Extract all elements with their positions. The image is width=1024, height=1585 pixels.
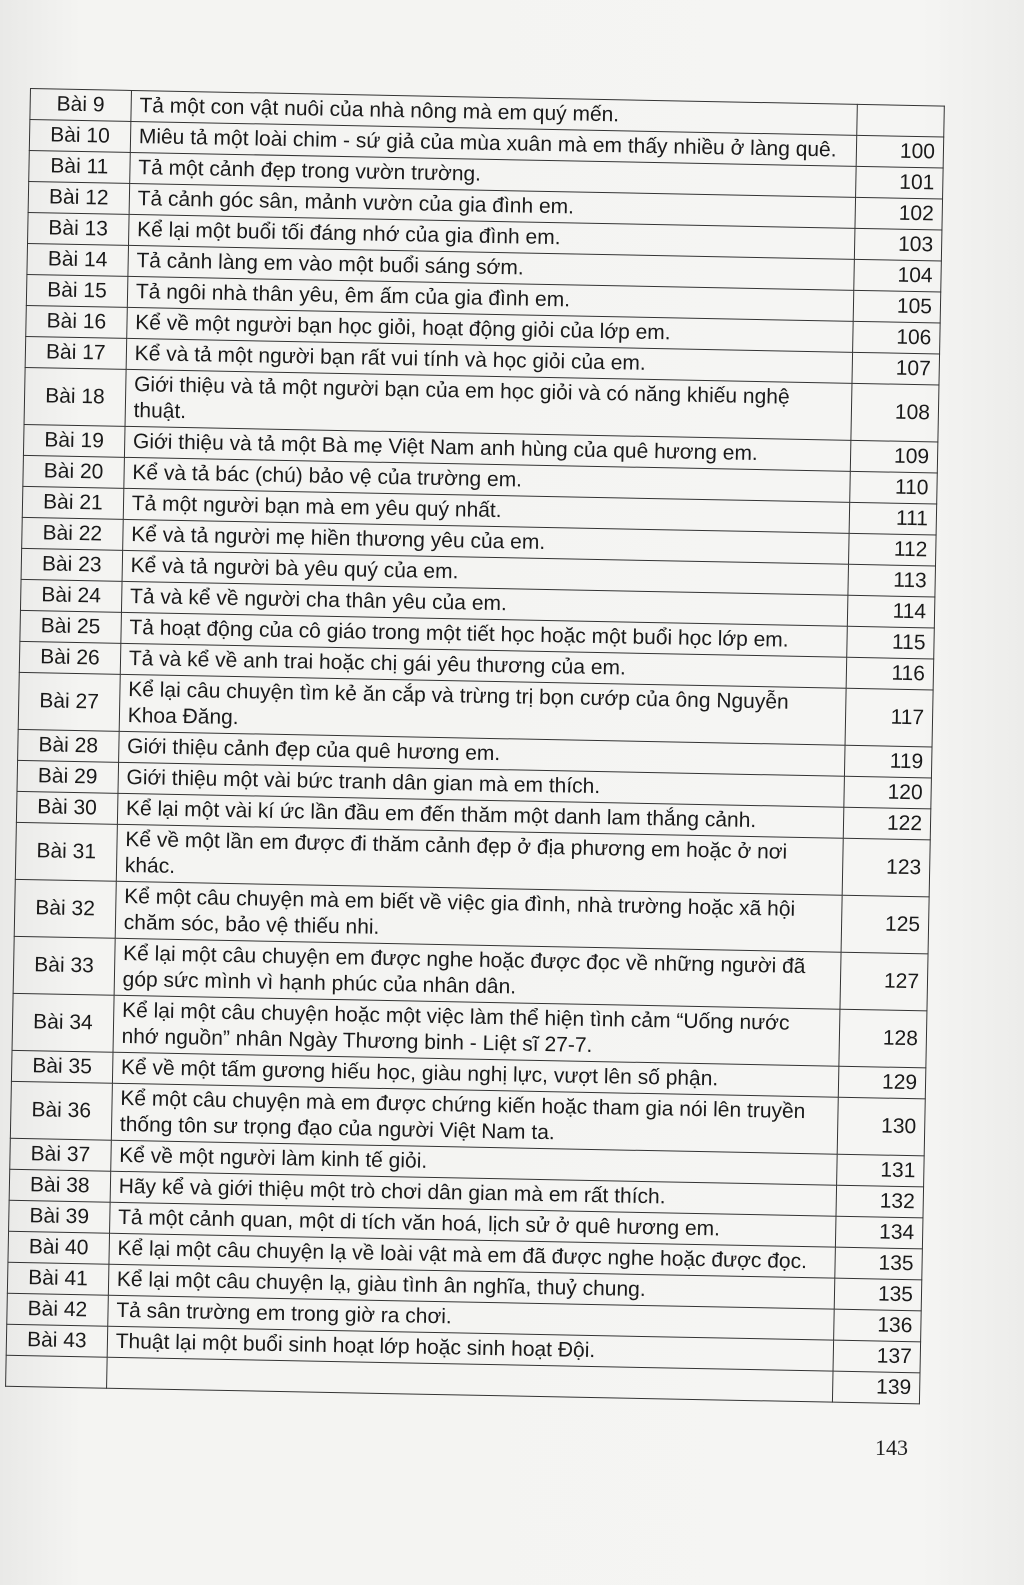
lesson-title: Kể một câu chuyện mà em được chứng kiến hoặc tham gia nói lên truyền thống tôn sư trọng đạo của người Việt Nam ta. <box>111 1083 838 1154</box>
lesson-number: Bài 16 <box>26 305 127 338</box>
lesson-title: Tả ngôi nhà thân yêu, êm ấm của gia đình em. <box>127 276 854 321</box>
lesson-title: Kể lại một câu chuyện hoặc một việc làm thể hiện tình cảm “Uống nước nhớ nguồn” nhân Ngày Thương binh - Liệt sĩ 27-7. <box>113 995 840 1066</box>
lesson-page: 123 <box>842 838 930 897</box>
lesson-title: Miêu tả một loài chim - sứ giả của mùa xuân mà em thấy nhiều ở làng quê. <box>130 121 857 166</box>
lesson-page: 109 <box>850 440 937 473</box>
lesson-title: Tả một người bạn mà em yêu quý nhất. <box>123 488 850 533</box>
lesson-number: Bài 28 <box>18 729 119 762</box>
lesson-title: Tả một cảnh quan, một di tích văn hoá, lịch sử ở quê hương em. <box>109 1202 836 1247</box>
lesson-title: Kể lại một buổi tối đáng nhớ của gia đình em. <box>128 214 855 259</box>
lesson-title: Kể lại một vài kí ức lần đầu em đến thăm một danh lam thắng cảnh. <box>117 793 844 838</box>
lesson-page: 104 <box>854 259 941 292</box>
lesson-title: Kể và tả bác (chú) bảo vệ của trường em. <box>124 457 851 502</box>
lesson-number: Bài 35 <box>11 1050 112 1083</box>
lesson-page: 139 <box>833 1371 920 1404</box>
lesson-title: Kể lại câu chuyện tìm kẻ ăn cắp và trừng trị bọn cướp của ông Nguyễn Khoa Đăng. <box>119 674 846 745</box>
lesson-page: 103 <box>854 228 941 261</box>
lesson-page: 110 <box>850 471 937 504</box>
lesson-number: Bài 38 <box>9 1169 110 1202</box>
lesson-number: Bài 17 <box>25 336 126 369</box>
lesson-title: Tả hoạt động của cô giáo trong một tiết học hoặc một buổi học lớp em. <box>121 612 848 657</box>
lesson-title: Giới thiệu một vài bức tranh dân gian mà em thích. <box>118 762 845 807</box>
lesson-title: Kể về một tấm gương hiếu học, giàu nghị lực, vượt lên số phận. <box>112 1052 839 1097</box>
lesson-number: Bài 14 <box>27 243 128 276</box>
lesson-page: 120 <box>844 776 931 809</box>
lesson-number: Bài 41 <box>7 1262 108 1295</box>
lesson-page: 137 <box>833 1340 920 1373</box>
lesson-page: 135 <box>835 1247 922 1280</box>
lesson-page: 132 <box>836 1185 923 1218</box>
lesson-page: 101 <box>856 166 943 199</box>
lesson-page: 107 <box>852 352 939 385</box>
lesson-page: 113 <box>848 564 935 597</box>
lesson-number: Bài 31 <box>15 822 117 881</box>
lesson-page: 112 <box>849 533 936 566</box>
lesson-page: 136 <box>834 1309 921 1342</box>
lesson-page: 108 <box>851 383 939 442</box>
lesson-page: 117 <box>845 688 933 747</box>
lesson-page: 105 <box>853 290 940 323</box>
lesson-title: Hãy kể và giới thiệu một trò chơi dân gian mà em rất thích. <box>110 1171 837 1216</box>
lesson-page: 106 <box>853 321 940 354</box>
lesson-title: Kể về một lần em được đi thăm cảnh đẹp ở địa phương em hoặc ở nơi khác. <box>116 824 843 895</box>
lesson-number: Bài 23 <box>21 548 122 581</box>
lesson-number: Bài 27 <box>18 672 120 731</box>
lesson-number: Bài 32 <box>14 879 116 938</box>
page-number: 143 <box>875 1435 908 1460</box>
lesson-page: 114 <box>847 595 934 628</box>
lesson-number: Bài 33 <box>13 936 115 995</box>
lesson-page: 111 <box>849 502 936 535</box>
lesson-page: 125 <box>841 895 929 954</box>
lesson-page <box>857 104 944 137</box>
lesson-number: Bài 25 <box>20 610 121 643</box>
lesson-number: Bài 30 <box>16 791 117 824</box>
lesson-page: 129 <box>838 1066 925 1099</box>
lesson-title: Tả và kể về người cha thân yêu của em. <box>121 581 848 626</box>
lesson-title: Kể về một người bạn học giỏi, hoạt động giỏi của lớp em. <box>126 307 853 352</box>
lesson-number: Bài 39 <box>9 1200 110 1233</box>
lesson-number: Bài 21 <box>22 486 123 519</box>
lesson-number: Bài 24 <box>20 579 121 612</box>
lesson-number: Bài 12 <box>28 181 129 214</box>
lesson-title: Kể lại một câu chuyện em được nghe hoặc được đọc về những người đã góp sức mình vì hạnh phúc của nhân dân. <box>114 938 841 1009</box>
lesson-page: 119 <box>845 745 932 778</box>
lesson-title: Tả cảnh góc sân, mảnh vườn của gia đình em. <box>129 183 856 228</box>
lesson-title: Tả một cảnh đẹp trong vườn trường. <box>129 152 856 197</box>
lesson-page: 131 <box>837 1154 924 1187</box>
lesson-number: Bài 29 <box>17 760 118 793</box>
lesson-page: 115 <box>847 626 934 659</box>
lesson-number: Bài 10 <box>29 120 130 153</box>
lesson-page: 128 <box>839 1009 927 1068</box>
lesson-page: 135 <box>834 1278 921 1311</box>
lesson-title: Kể và tả người bà yêu quý của em. <box>122 550 849 595</box>
lesson-number: Bài 15 <box>26 274 127 307</box>
lesson-title: Kể về một người làm kinh tế giỏi. <box>110 1140 837 1185</box>
lesson-title: Kể và tả người mẹ hiền thương yêu của em. <box>122 519 849 564</box>
lesson-number: Bài 43 <box>6 1324 107 1357</box>
lesson-number: Bài 37 <box>10 1138 111 1171</box>
lesson-title: Giới thiệu và tả một Bà mẹ Việt Nam anh hùng của quê hương em. <box>124 426 851 471</box>
lesson-title: Giới thiệu cảnh đẹp của quê hương em. <box>118 731 845 776</box>
lesson-number: Bài 9 <box>30 89 131 122</box>
lesson-title: Giới thiệu và tả một người bạn của em học giỏi và có năng khiếu nghệ thuật. <box>125 369 852 440</box>
lesson-number: Bài 18 <box>24 367 126 426</box>
lesson-number: Bài 40 <box>8 1231 109 1264</box>
lesson-number: Bài 22 <box>22 517 123 550</box>
lesson-number: Bài 19 <box>23 424 124 457</box>
lesson-page: 130 <box>837 1097 925 1156</box>
lesson-page: 122 <box>843 807 930 840</box>
lesson-number <box>6 1355 107 1388</box>
lesson-title: Kể một câu chuyện mà em biết về việc gia đình, nhà trường hoặc xã hội chăm sóc, bảo vệ thiếu nhi. <box>115 881 842 952</box>
lesson-title: Kể lại một câu chuyện lạ về loài vật mà em đã được nghe hoặc được đọc. <box>109 1233 836 1278</box>
lesson-number: Bài 26 <box>19 641 120 674</box>
lesson-title: Kể và tả một người bạn rất vui tính và học giỏi của em. <box>126 338 853 383</box>
lesson-number: Bài 11 <box>29 150 130 183</box>
lesson-number: Bài 13 <box>28 212 129 245</box>
lesson-page: 134 <box>836 1216 923 1249</box>
table-of-contents <box>5 88 945 1404</box>
lesson-page: 116 <box>846 657 933 690</box>
lesson-number: Bài 20 <box>23 455 124 488</box>
lesson-title: Thuật lại một buổi sinh hoạt lớp hoặc sinh hoạt Đội. <box>107 1326 834 1371</box>
lesson-title: Kể lại một câu chuyện lạ, giàu tình ân nghĩa, thuỷ chung. <box>108 1264 835 1309</box>
lesson-number: Bài 34 <box>12 993 114 1052</box>
lesson-page: 100 <box>856 135 943 168</box>
lesson-title: Tả sân trường em trong giờ ra chơi. <box>108 1295 835 1340</box>
lesson-number: Bài 36 <box>10 1081 112 1140</box>
lesson-title: Tả cảnh làng em vào một buổi sáng sớm. <box>128 245 855 290</box>
lesson-page: 102 <box>855 197 942 230</box>
lesson-number: Bài 42 <box>7 1293 108 1326</box>
lesson-page: 127 <box>840 952 928 1011</box>
lesson-title: Tả và kể về anh trai hoặc chị gái yêu thương của em. <box>120 643 847 688</box>
lesson-title: Tả một con vật nuôi của nhà nông mà em quý mến. <box>131 90 858 135</box>
